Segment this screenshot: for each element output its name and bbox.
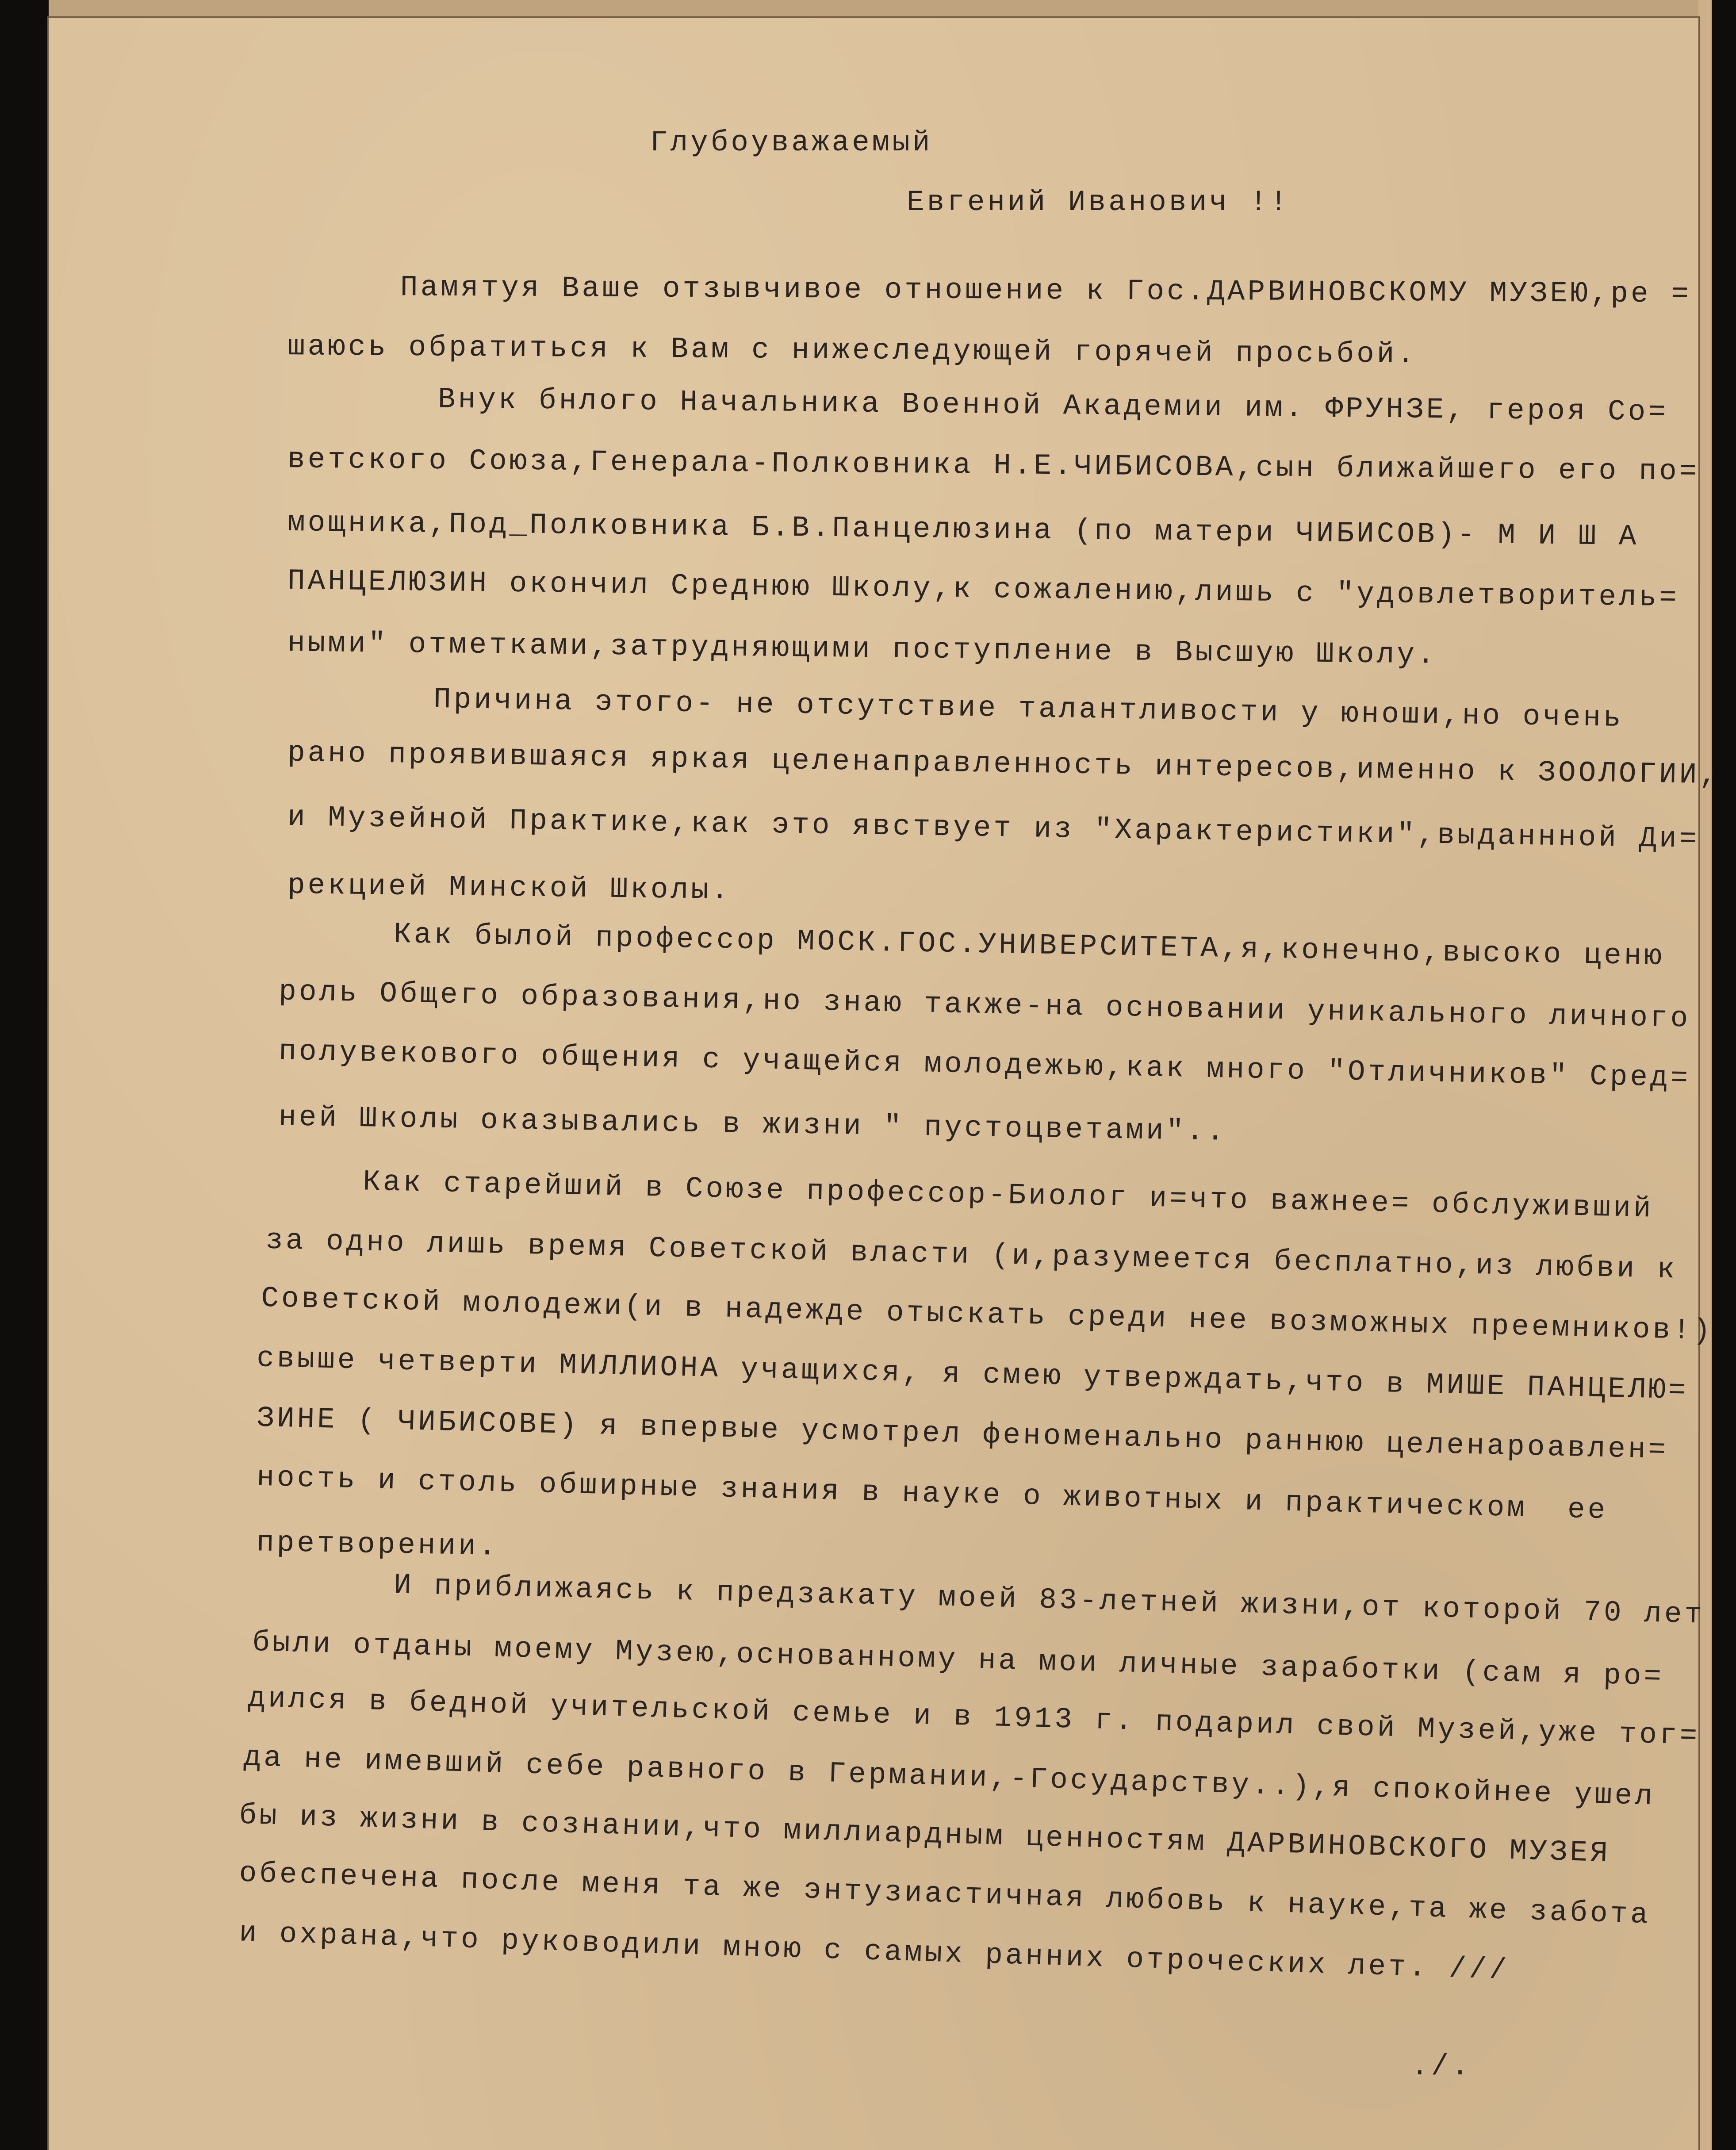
paragraph-3-line-2: рано проявившаяся яркая целенаправленность интересов,именно к ЗООЛОГИИ, bbox=[287, 736, 1720, 792]
paragraph-5-line-1: Как старейший в Союзе профессор-Биолог и=что важнее= обслуживший bbox=[362, 1165, 1654, 1226]
paragraph-5-line-3: Советской молодежи(и в надежде отыскать среди нее возможных преемников!) bbox=[261, 1281, 1714, 1348]
paragraph-6-line-4: да не имевший себе равного в Германии,-Государству..),я спокойнее ушел bbox=[243, 1740, 1656, 1813]
paragraph-5-line-7: претворении. bbox=[256, 1526, 499, 1564]
paragraph-1-line-2: шаюсь обратиться к Вам с нижеследующей горячей просьбой. bbox=[287, 330, 1418, 371]
paragraph-1-line-1: Памятуя Ваше отзывчивое отношение к Гос.ДАРВИНОВСКОМУ МУЗЕЮ,ре = bbox=[400, 271, 1691, 311]
paragraph-5-line-2: за одно лишь время Советской власти (и,разумеется бесплатно,из любви к bbox=[265, 1223, 1678, 1287]
paragraph-6-line-6: обеспечена после меня та же энтузиастичная любовь к науке,та же забота bbox=[238, 1856, 1651, 1932]
paragraph-5-line-4: свыше четверти МИЛЛИОНА учащихся, я смею утверждать,что в МИШЕ ПАНЦЕЛЮ= bbox=[256, 1341, 1689, 1407]
paragraph-2-line-1: Внук бнлого Начальника Военной Академии им. ФРУНЗЕ, героя Со= bbox=[437, 383, 1669, 429]
paragraph-2-line-4: ПАНЦЕЛЮЗИН окончил Среднюю Школу,к сожалению,лишь с "удовлетворитель= bbox=[287, 564, 1680, 615]
paragraph-2-line-3: мощника,Под_Полковника Б.В.Панцелюзина (по матери ЧИБИСОВ)- М И Ш А bbox=[287, 506, 1639, 553]
paragraph-5-line-6: ность и столь обширные знания в науке о животных и практическом ее bbox=[256, 1460, 1609, 1527]
letter-page bbox=[49, 18, 1720, 2150]
paragraph-5-line-5: ЗИНЕ ( ЧИБИСОВЕ) я впервые усмотрел феноменально раннюю целенароавлен= bbox=[256, 1401, 1669, 1467]
paragraph-6-line-3: дился в бедной учительской семье и в 1913 г. подарил свой Музей,уже тог= bbox=[247, 1682, 1701, 1753]
page-continuation-mark: ./. bbox=[1411, 2050, 1472, 2083]
salutation-line-2: Евгений Иванович !! bbox=[907, 186, 1290, 219]
paragraph-4-line-3: полувекового общения с учащейся молодежью,как много "Отличников" Сред= bbox=[278, 1035, 1691, 1095]
paragraph-3-line-4: рекцией Минской Школы. bbox=[287, 868, 732, 908]
paragraph-3-line-1: Причина этого- не отсутствие талантливости у юноши,но очень bbox=[433, 682, 1624, 735]
paragraph-4-line-4: ней Школы оказывались в жизни " пустоцветами".. bbox=[278, 1100, 1227, 1149]
paragraph-2-line-5: ными" отметками,затрудняющими поступление в Высшую Школу. bbox=[287, 626, 1437, 672]
paragraph-6-line-2: были отданы моему Музею,основанному на мои личные заработки (сам я ро= bbox=[252, 1626, 1664, 1694]
salutation-line-1: Глубоуважаемый bbox=[650, 126, 933, 159]
paragraph-4-line-2: роль Общего образования,но знаю также-на основании уникального личного bbox=[278, 975, 1691, 1035]
paragraph-4-line-1: Как былой профессор МОСК.ГОС.УНИВЕРСИТЕТА,я,конечно,высоко ценю bbox=[393, 917, 1665, 973]
paragraph-3-line-3: и Музейной Практике,как это явствует из "Характеристики",выданнной Ди= bbox=[287, 800, 1700, 856]
paragraph-6-line-7: и охрана,что руководили мною с самых ранних отроческих лет. /// bbox=[238, 1916, 1510, 1987]
paragraph-6-line-1: И приближаясь к предзакату моей 83-летней жизни,от которой 70 лет bbox=[393, 1568, 1705, 1632]
paragraph-2-line-2: ветского Союза,Генерала-Полковника Н.Е.ЧИБИСОВА,сын ближайшего его по= bbox=[287, 443, 1700, 488]
paragraph-6-line-5: бы из жизни в сознании,что миллиардным ценностям ДАРВИНОВСКОГО МУЗЕЯ bbox=[238, 1798, 1611, 1870]
